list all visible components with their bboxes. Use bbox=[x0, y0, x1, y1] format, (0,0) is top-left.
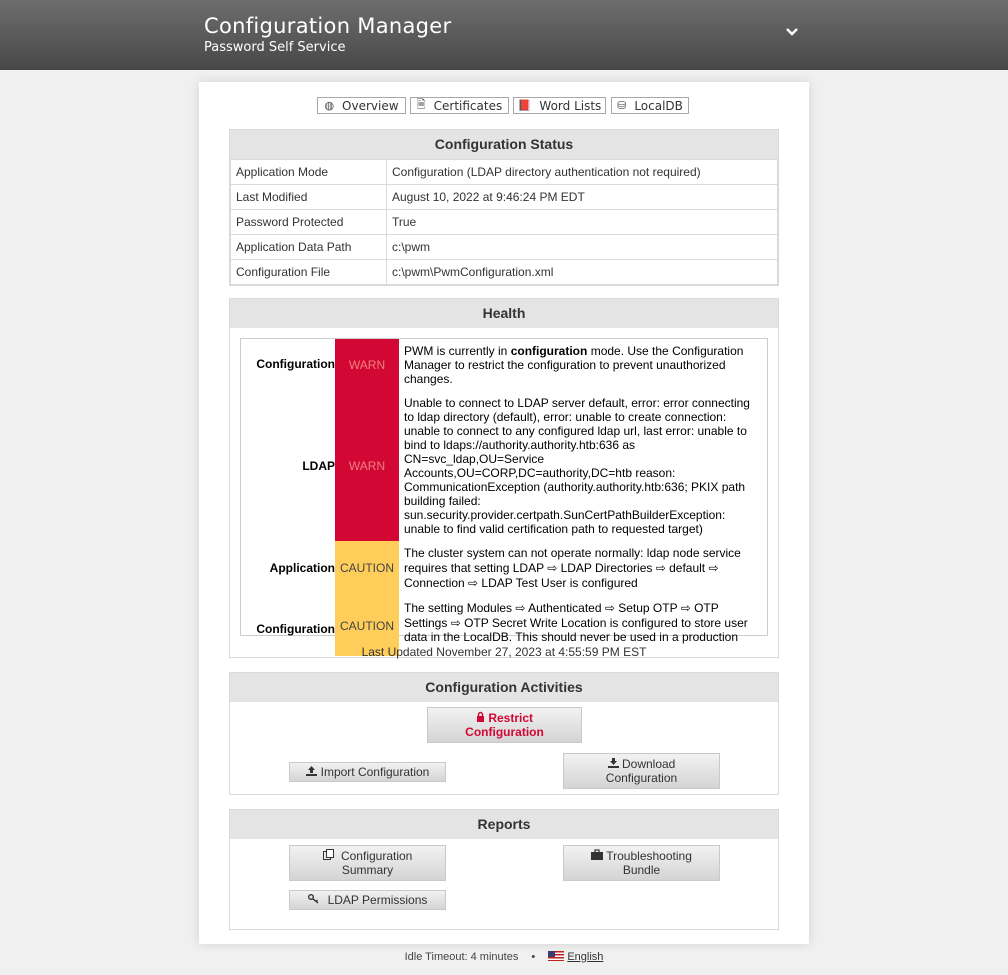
health-last-updated: Last Updated November 27, 2023 at 4:55:59 PM EST bbox=[361, 645, 647, 659]
ldap-permissions-button[interactable] bbox=[289, 890, 446, 910]
lock-icon bbox=[476, 711, 488, 725]
briefcase-icon bbox=[591, 849, 606, 863]
configuration-activities-title: Configuration Activities bbox=[230, 673, 778, 702]
health-message: The setting Modules ⇨ Authenticated ⇨ Setup OTP ⇨ OTP Settings ⇨ OTP Secret Write Location is configured to store user data in the LocalDB. This should never be used in a production bbox=[404, 601, 748, 644]
health-message-text: mode. Use the Configuration Manager to restrict the configuration to prevent unauthorized changes. bbox=[404, 344, 744, 386]
status-value: c:\pwm\PwmConfiguration.xml bbox=[387, 260, 778, 285]
nav-certificates-label: Certificates bbox=[433, 98, 503, 113]
copy-icon bbox=[323, 849, 337, 863]
table-row bbox=[231, 235, 778, 260]
health-record bbox=[241, 339, 769, 391]
status-key: Password Protected bbox=[231, 210, 387, 235]
status-badge: CAUTION bbox=[335, 596, 399, 656]
health-topic: LDAP bbox=[302, 459, 335, 473]
app-subtitle: Password Self Service bbox=[204, 40, 346, 55]
status-table bbox=[230, 159, 778, 285]
health-topic: Configuration bbox=[256, 622, 335, 636]
upload-icon bbox=[306, 765, 317, 779]
status-value: c:\pwm bbox=[387, 235, 778, 260]
ldap-permissions-label: LDAP Permissions bbox=[327, 893, 428, 907]
configuration-activities-section bbox=[229, 672, 779, 795]
import-configuration-label: Import Configuration bbox=[320, 765, 430, 779]
troubleshooting-bundle-label: Troubleshooting Bundle bbox=[606, 849, 692, 877]
download-icon bbox=[608, 757, 622, 771]
table-row bbox=[231, 260, 778, 285]
idle-timeout: Idle Timeout: 4 minutes bbox=[404, 951, 519, 963]
status-value: August 10, 2022 at 9:46:24 PM EDT bbox=[387, 185, 778, 210]
health-message-text: PWM is currently in bbox=[404, 344, 511, 358]
nav-overview-button[interactable] bbox=[317, 97, 406, 114]
restrict-configuration-label: Restrict Configuration bbox=[465, 711, 544, 739]
status-key: Application Data Path bbox=[231, 235, 387, 260]
status-key: Configuration File bbox=[231, 260, 387, 285]
nav-localdb-label: LocalDB bbox=[634, 98, 683, 113]
database-icon: ⛁ bbox=[617, 99, 627, 112]
nav-localdb-button[interactable] bbox=[611, 97, 689, 114]
us-flag-icon bbox=[548, 951, 564, 961]
status-badge: CAUTION bbox=[335, 541, 399, 596]
status-value: True bbox=[387, 210, 778, 235]
configuration-status-section bbox=[229, 129, 779, 286]
troubleshooting-bundle-button[interactable] bbox=[563, 845, 720, 881]
health-section bbox=[229, 298, 779, 658]
book-icon: 📕 bbox=[517, 99, 532, 112]
configuration-summary-button[interactable] bbox=[289, 845, 446, 881]
health-message: The cluster system can not operate normally: ldap node service requires that setting LDAP ⇨ LDAP Directories ⇨ default ⇨ Connection ⇨ LDAP Test User is configured bbox=[404, 546, 741, 590]
configuration-summary-label: Configuration Summary bbox=[340, 849, 413, 877]
document-icon: 🗎 bbox=[416, 98, 426, 111]
reports-section bbox=[229, 809, 779, 930]
reports-title: Reports bbox=[230, 810, 778, 839]
health-topic: Configuration bbox=[256, 357, 335, 371]
health-record bbox=[241, 541, 769, 596]
health-message: Unable to connect to LDAP server default, error: error connecting to ldap directory (default), error: unable to create connection: unable to connect to any configured ldap url, last error: unable to bind to ldaps://authority.authority.htb:636 as CN=svc_ldap,OU=Service Accounts,OU=CORP,DC=authority,DC=htb reason: CommunicationException (authority.authority.htb:636; PKIX path building failed: sun.security.provider.certpath.SunCertPathBuilderException: unable to find valid certification path to requested target) bbox=[404, 396, 750, 536]
nav-overview-label: Overview bbox=[342, 98, 399, 113]
health-record bbox=[241, 391, 769, 541]
key-icon bbox=[308, 893, 320, 907]
dashboard-icon: ◍ bbox=[324, 99, 335, 112]
table-row bbox=[231, 160, 778, 185]
health-message-bold: configuration bbox=[510, 344, 588, 358]
health-title: Health bbox=[230, 299, 778, 328]
status-key: Application Mode bbox=[231, 160, 387, 185]
page-footer bbox=[0, 951, 1008, 963]
configuration-status-title: Configuration Status bbox=[230, 130, 778, 159]
status-badge: WARN bbox=[335, 339, 399, 391]
download-configuration-button[interactable] bbox=[563, 753, 720, 789]
status-value: Configuration (LDAP directory authentication not required) bbox=[387, 160, 778, 185]
nav-wordlists-label: Word Lists bbox=[539, 98, 602, 113]
status-badge: WARN bbox=[335, 391, 399, 541]
footer-separator: • bbox=[531, 951, 536, 963]
app-header bbox=[0, 0, 1008, 70]
language-link[interactable]: English bbox=[567, 951, 604, 963]
health-topic: Application bbox=[269, 561, 335, 575]
table-row bbox=[231, 185, 778, 210]
import-configuration-button[interactable] bbox=[289, 762, 446, 782]
health-message bbox=[404, 344, 754, 386]
table-row bbox=[231, 210, 778, 235]
download-configuration-label: Download Configuration bbox=[605, 757, 678, 785]
main-panel bbox=[199, 82, 809, 944]
status-key: Last Modified bbox=[231, 185, 387, 210]
health-records[interactable] bbox=[240, 338, 768, 644]
restrict-configuration-button[interactable] bbox=[427, 707, 582, 743]
nav-wordlists-button[interactable] bbox=[513, 97, 606, 114]
nav-certificates-button[interactable] bbox=[410, 97, 509, 114]
app-title: Configuration Manager bbox=[204, 14, 452, 38]
chevron-down-icon[interactable] bbox=[784, 24, 800, 42]
